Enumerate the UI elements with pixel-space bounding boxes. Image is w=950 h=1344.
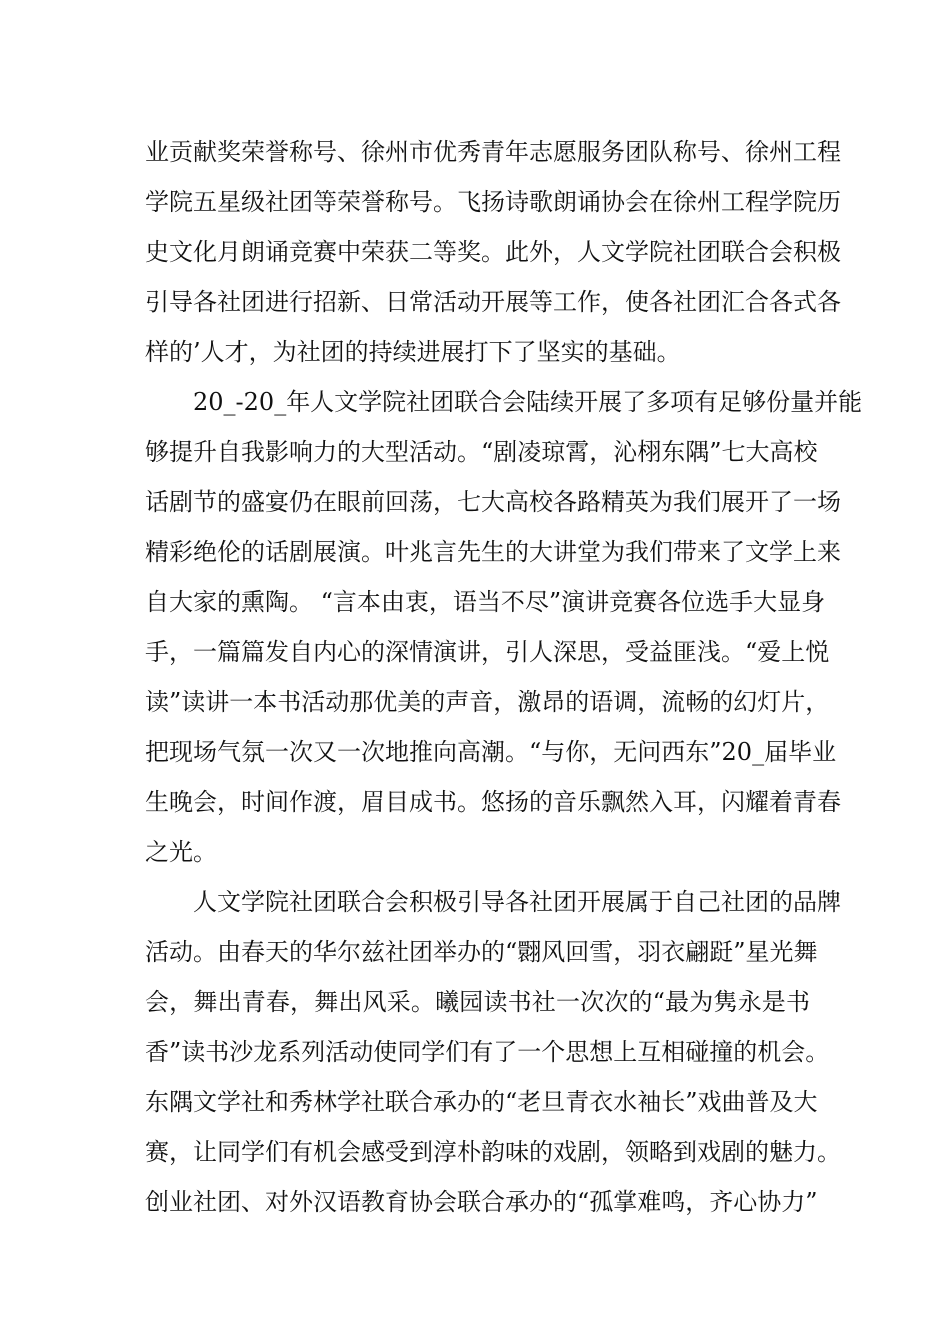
paragraph-line: 创业社团、对外汉语教育协会联合承办的“孤掌难鸣，齐心协力” [145,1188,818,1216]
paragraph-line: 东隅文学社和秀林学社联合承办的“老旦青衣水袖长”戏曲普及大 [145,1088,818,1116]
paragraph-line: 之光。 [145,838,217,866]
paragraph-line: 够提升自我影响力的大型活动。“剧凌琼霄，沁栩东隅”七大高校 [145,438,818,466]
paragraph-line: 香”读书沙龙系列活动使同学们有了一个思想上互相碰撞的机会。 [145,1038,830,1066]
paragraph-line: 活动。由春天的华尔兹社团举办的“翾风回雪，羽衣翩跹”星光舞 [145,938,818,966]
paragraph-line: 精彩绝伦的话剧展演。叶兆言先生的大讲堂为我们带来了文学上来 [145,538,841,566]
paragraph-line: 读”读讲一本书活动那优美的声音，激昂的语调，流畅的幻灯片， [145,688,830,716]
paragraph-line: 会，舞出青春，舞出风采。曦园读书社一次次的“最为隽永是书 [145,988,810,1016]
paragraph-line: 引导各社团进行招新、日常活动开展等工作，使各社团汇合各式各 [145,288,841,316]
paragraph-line: 手，一篇篇发自内心的深情演讲，引人深思，受益匪浅。“爱上悦 [145,638,830,666]
paragraph-line: 赛，让同学们有机会感受到淳朴韵味的戏剧，领略到戏剧的魅力。 [145,1138,841,1166]
paragraph-line: 史文化月朗诵竞赛中荣获二等奖。此外，人文学院社团联合会积极 [145,238,841,266]
paragraph-line: 人文学院社团联合会积极引导各社团开展属于自己社团的品牌 [193,888,841,916]
paragraph-line: 20_-20_年人文学院社团联合会陆续开展了多项有足够份量并能 [193,388,863,416]
paragraph-line: 自大家的熏陶。 “言本由衷，语当不尽”演讲竞赛各位选手大显身 [145,588,826,616]
paragraph-line: 把现场气氛一次又一次地推向高潮。“与你，无问西东”20_届毕业 [145,738,837,766]
paragraph-line: 话剧节的盛宴仍在眼前回荡，七大高校各路精英为我们展开了一场 [145,488,841,516]
paragraph-line: 样的’人才，为社团的持续进展打下了坚实的基础。 [145,338,681,366]
paragraph-line: 业贡献奖荣誉称号、徐州市优秀青年志愿服务团队称号、徐州工程 [145,138,841,166]
paragraph-line: 学院五星级社团等荣誉称号。飞扬诗歌朗诵协会在徐州工程学院历 [145,188,841,216]
paragraph-line: 生晚会，时间作渡，眉目成书。悠扬的音乐飘然入耳，闪耀着青春 [145,788,841,816]
